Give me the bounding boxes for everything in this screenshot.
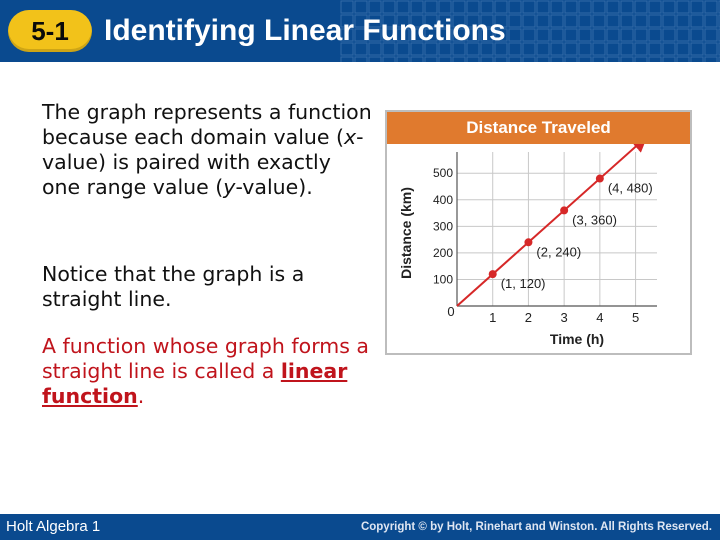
slide-title: Identifying Linear Functions bbox=[104, 14, 506, 47]
x-tick-label: 3 bbox=[560, 310, 568, 325]
y-tick-label: 200 bbox=[432, 245, 453, 260]
y-tick-label: 500 bbox=[432, 166, 453, 181]
distance-chart bbox=[385, 110, 692, 355]
chart-plot bbox=[387, 144, 690, 353]
data-point-label: (2, 240) bbox=[536, 244, 582, 260]
data-point bbox=[524, 238, 532, 246]
lesson-badge bbox=[8, 10, 92, 52]
y-tick-label: 100 bbox=[432, 272, 453, 287]
y-tick-label: 400 bbox=[432, 192, 453, 207]
x-tick-label: 5 bbox=[631, 310, 640, 325]
x-tick-label: 4 bbox=[596, 310, 604, 325]
footer-course: Holt Algebra 1 bbox=[6, 518, 101, 535]
data-point bbox=[489, 270, 497, 278]
slide-footer bbox=[0, 514, 720, 540]
y-tick-label: 300 bbox=[432, 219, 453, 234]
p1-text-c: -value). bbox=[235, 175, 313, 199]
chart-header bbox=[387, 112, 690, 144]
y-axis-title: Distance (km) bbox=[398, 187, 414, 279]
lesson-number: 5-1 bbox=[31, 16, 69, 46]
chart-title: Distance Traveled bbox=[466, 118, 611, 137]
paragraph-function-explanation bbox=[42, 100, 372, 200]
p1-text-a: The graph represents a function because each domain value ( bbox=[42, 100, 372, 149]
data-point bbox=[596, 175, 604, 183]
data-point-label: (3, 360) bbox=[572, 212, 617, 228]
data-point-label: (4, 480) bbox=[607, 180, 653, 196]
linear-function-term: linear function bbox=[42, 359, 348, 408]
paragraph-linear-definition bbox=[42, 334, 372, 409]
x-tick-label: 1 bbox=[489, 310, 497, 325]
data-point-label: (1, 120) bbox=[500, 276, 546, 292]
footer-copyright: Copyright © by Holt, Rinehart and Winston. All Rights Reserved. bbox=[360, 521, 712, 533]
slide-header bbox=[0, 0, 720, 62]
p1-var-x: x bbox=[344, 125, 357, 149]
p3-text-before: A function whose graph forms a straight line is called a bbox=[42, 334, 369, 383]
p1-var-y: y bbox=[223, 175, 236, 199]
x-tick-label: 0 bbox=[447, 304, 455, 319]
x-axis-title: Time (h) bbox=[549, 331, 605, 347]
data-point bbox=[560, 206, 568, 214]
p1-text-b: -value) is paired with exactly one range value ( bbox=[42, 125, 364, 199]
p3-text-after: . bbox=[137, 384, 145, 408]
x-tick-label: 2 bbox=[524, 310, 533, 325]
paragraph-straight-line: Notice that the graph is a straight line. bbox=[42, 262, 305, 311]
